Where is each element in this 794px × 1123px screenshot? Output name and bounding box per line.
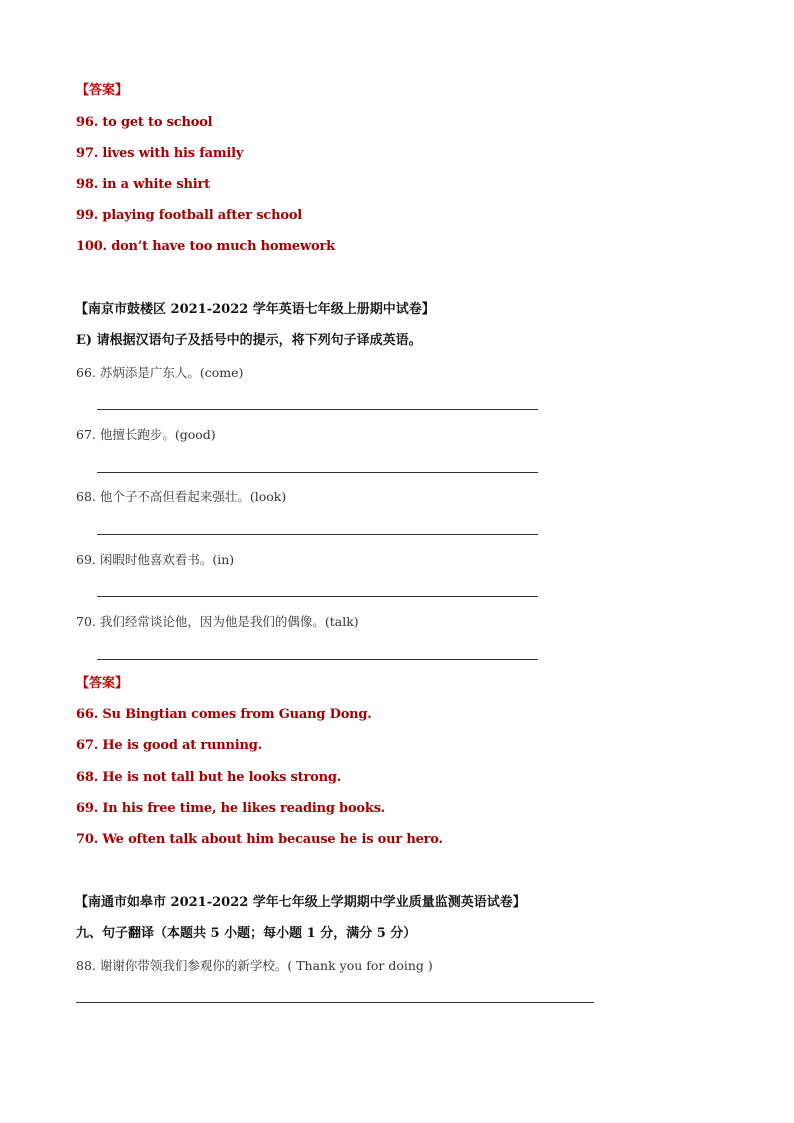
question-69: 69. 闲暇时他喜欢看书。(in) <box>76 552 235 567</box>
answer-header: 【答案】 <box>76 83 129 98</box>
instruction-translation: 九、句子翻译（本题共 5 小题；每小题 1 分，满分 5 分） <box>76 926 417 941</box>
answer-header: 【答案】 <box>76 676 129 691</box>
answer-70: 70. We often talk about him because he is our hero. <box>76 832 443 847</box>
question-88: 88. 谢谢你带领我们参观你的新学校。( Thank you for doing ) <box>76 958 433 973</box>
answer-line-70[interactable] <box>97 659 538 660</box>
answer-line-68[interactable] <box>97 534 538 535</box>
question-68: 68. 他个子不高但看起来强壮。(look) <box>76 489 287 504</box>
answer-66: 66. Su Bingtian comes from Guang Dong. <box>76 707 372 722</box>
source-title-nanjing: 【南京市鼓楼区 2021-2022 学年英语七年级上册期中试卷】 <box>75 302 435 317</box>
instruction-e: E) 请根据汉语句子及括号中的提示，将下列句子译成英语。 <box>76 333 422 348</box>
answer-line-66[interactable] <box>97 409 538 410</box>
question-66: 66. 苏炳添是广东人。(come) <box>76 365 244 380</box>
answer-100: 100. don’t have too much homework <box>76 239 335 254</box>
answer-68: 68. He is not tall but he looks strong. <box>76 770 342 785</box>
answer-67: 67. He is good at running. <box>76 738 263 753</box>
question-70: 70. 我们经常谈论他，因为他是我们的偶像。(talk) <box>76 614 359 629</box>
answer-98: 98. in a white shirt <box>76 177 210 192</box>
answer-line-88[interactable] <box>76 1002 594 1003</box>
question-67: 67. 他擅长跑步。(good) <box>76 427 216 442</box>
answer-line-69[interactable] <box>97 596 538 597</box>
answer-99: 99. playing football after school <box>76 208 303 223</box>
answer-69: 69. In his free time, he likes reading books. <box>76 801 386 816</box>
source-title-nantong: 【南通市如皋市 2021-2022 学年七年级上学期期中学业质量监测英语试卷】 <box>75 895 526 910</box>
answer-96: 96. to get to school <box>76 115 213 130</box>
answer-line-67[interactable] <box>97 472 538 473</box>
answer-97: 97. lives with his family <box>76 146 244 161</box>
